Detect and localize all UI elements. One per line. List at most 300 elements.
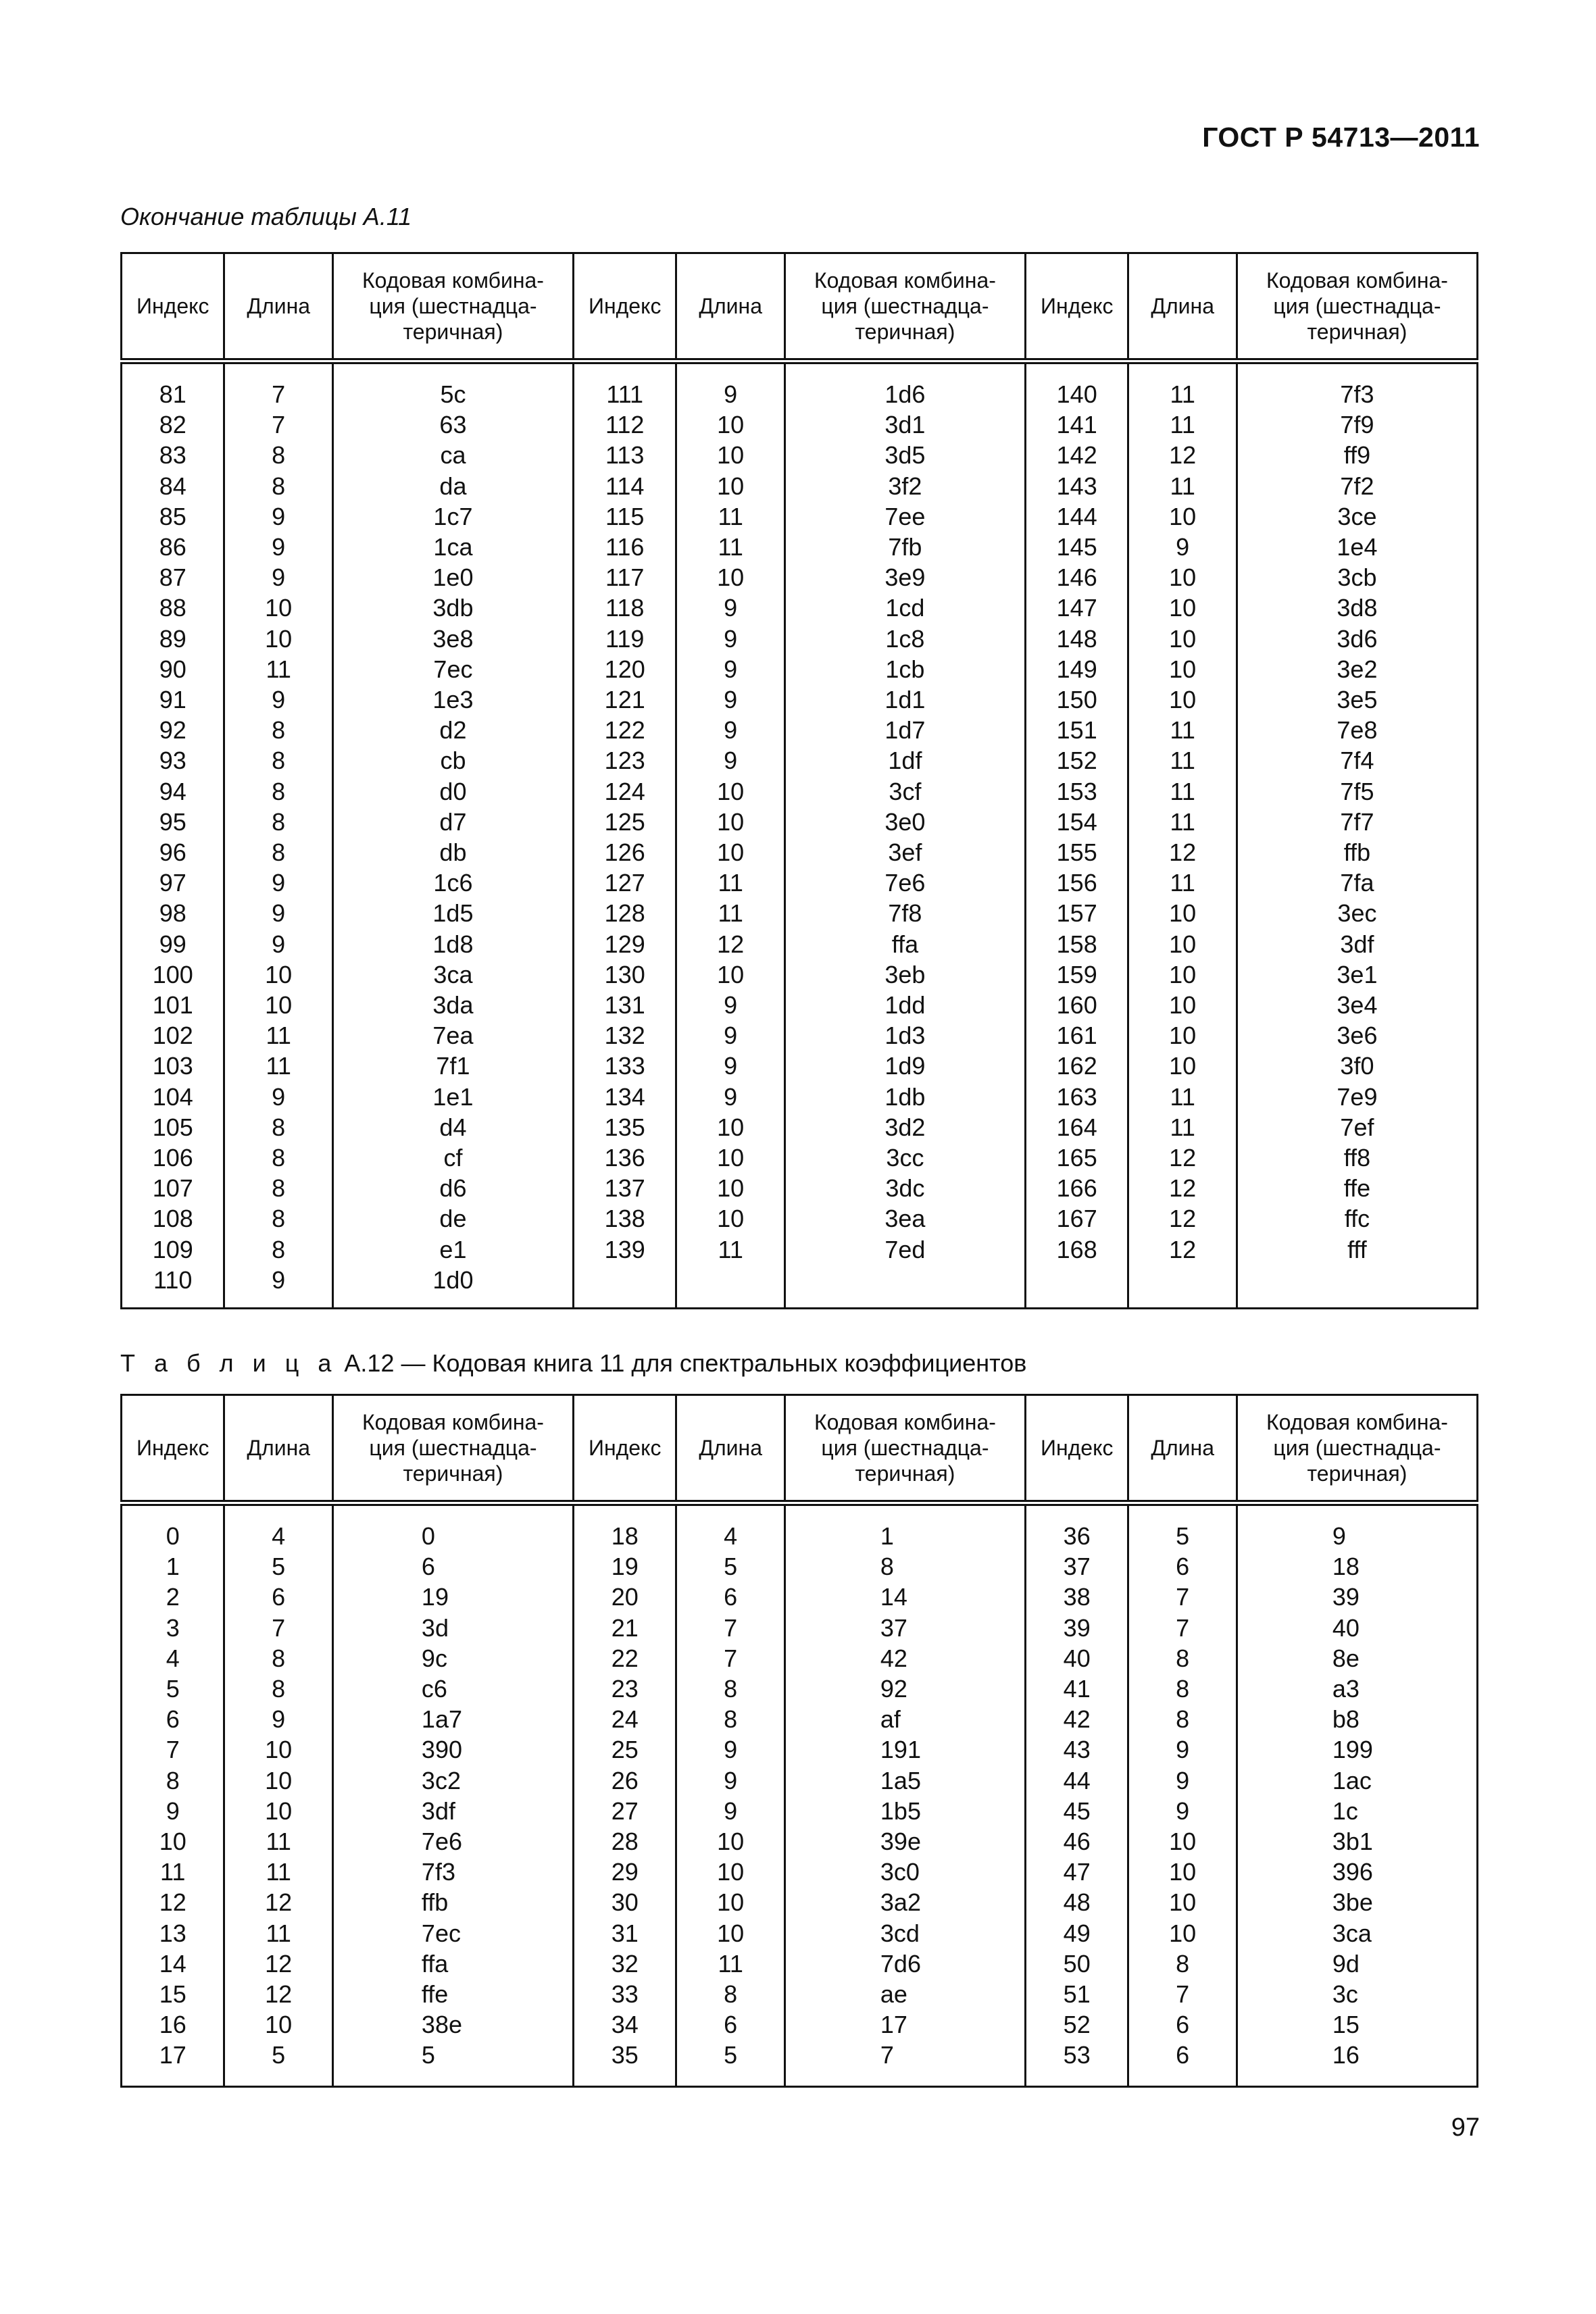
cell-length: 11 <box>1128 807 1237 837</box>
cell-code: 7f9 <box>1237 409 1477 440</box>
cell-index <box>573 1265 676 1295</box>
cell-code: 3e1 <box>1237 959 1477 990</box>
cell-index: 135 <box>573 1112 676 1142</box>
cell-index: 4 <box>122 1643 224 1674</box>
cell-length: 8 <box>224 776 332 807</box>
cell-code: 1c6 <box>332 867 573 898</box>
cell-code: 1d9 <box>784 1051 1025 1081</box>
cell-index: 11 <box>122 1857 224 1887</box>
cell-length: 10 <box>1128 1857 1237 1887</box>
cell-index: 44 <box>1025 1765 1128 1796</box>
cell-code: 3df <box>332 1796 573 1826</box>
table-row <box>122 990 1478 1020</box>
cell-length: 7 <box>224 1613 332 1643</box>
cell-length: 9 <box>676 745 784 776</box>
cell-index: 22 <box>573 1643 676 1674</box>
cell-code: 3cc <box>784 1142 1025 1173</box>
header-length: Длина <box>224 253 332 361</box>
cell-index: 10 <box>122 1826 224 1857</box>
cell-index: 6 <box>122 1704 224 1734</box>
table-row <box>122 1704 1478 1734</box>
cell-code: 3ec <box>1237 898 1477 928</box>
cell-index: 27 <box>573 1796 676 1826</box>
table-row <box>122 1051 1478 1081</box>
cell-length <box>1128 1265 1237 1295</box>
cell-code: 3d2 <box>784 1112 1025 1142</box>
header-index: Индекс <box>122 1395 224 1503</box>
cell-length: 5 <box>676 1551 784 1582</box>
cell-code: cf <box>332 1142 573 1173</box>
cell-length: 8 <box>224 807 332 837</box>
cell-index: 47 <box>1025 1857 1128 1887</box>
table-row <box>122 1203 1478 1234</box>
cell-length: 10 <box>1128 990 1237 1020</box>
cell-length: 8 <box>224 440 332 470</box>
cell-index: 1 <box>122 1551 224 1582</box>
cell-index: 158 <box>1025 929 1128 959</box>
cell-code: 1a5 <box>784 1765 1025 1796</box>
cell-length: 11 <box>676 1234 784 1265</box>
cell-length: 10 <box>676 1887 784 1917</box>
cell-length: 12 <box>1128 1142 1237 1173</box>
cell-length: 9 <box>224 1265 332 1295</box>
cell-index: 133 <box>573 1051 676 1081</box>
cell-code: 7e8 <box>1237 715 1477 745</box>
cell-code: 3e5 <box>1237 684 1477 715</box>
cell-index: 165 <box>1025 1142 1128 1173</box>
page-number: 97 <box>1451 2113 1480 2142</box>
cell-index: 127 <box>573 867 676 898</box>
table-row <box>122 1082 1478 1112</box>
cell-index: 46 <box>1025 1826 1128 1857</box>
cell-code: db <box>332 837 573 867</box>
cell-length: 9 <box>676 624 784 654</box>
cell-length: 10 <box>1128 898 1237 928</box>
cell-length: 10 <box>224 624 332 654</box>
cell-code: 39e <box>784 1826 1025 1857</box>
cell-index: 152 <box>1025 745 1128 776</box>
cell-index: 3 <box>122 1613 224 1643</box>
cell-length: 12 <box>1128 1234 1237 1265</box>
cell-code: 63 <box>332 409 573 440</box>
cell-code: 37 <box>784 1613 1025 1643</box>
cell-index: 35 <box>573 2040 676 2070</box>
cell-length: 12 <box>1128 1203 1237 1234</box>
cell-code: 199 <box>1237 1734 1477 1765</box>
cell-length: 10 <box>1128 562 1237 593</box>
cell-length: 9 <box>676 1082 784 1112</box>
cell-length: 8 <box>224 1674 332 1704</box>
cell-length: 10 <box>1128 624 1237 654</box>
cell-index: 95 <box>122 807 224 837</box>
cell-length: 10 <box>224 1765 332 1796</box>
cell-code: 1d0 <box>332 1265 573 1295</box>
cell-index: 128 <box>573 898 676 928</box>
table-row <box>122 1674 1478 1704</box>
cell-length: 8 <box>224 1142 332 1173</box>
cell-index: 114 <box>573 471 676 501</box>
cell-code: 191 <box>784 1734 1025 1765</box>
table-row <box>122 1887 1478 1917</box>
cell-code: 3e2 <box>1237 654 1477 684</box>
cell-index: 103 <box>122 1051 224 1081</box>
cell-length: 7 <box>676 1613 784 1643</box>
cell-length: 10 <box>224 990 332 1020</box>
cell-code: 1df <box>784 745 1025 776</box>
cell-length: 10 <box>1128 593 1237 623</box>
cell-length: 8 <box>676 1979 784 2009</box>
cell-index: 82 <box>122 409 224 440</box>
cell-index: 151 <box>1025 715 1128 745</box>
table-row <box>122 2040 1478 2070</box>
cell-length: 9 <box>224 562 332 593</box>
cell-code: 1e0 <box>332 562 573 593</box>
cell-length: 12 <box>676 929 784 959</box>
cell-code: a3 <box>1237 1674 1477 1704</box>
cell-code: 1e3 <box>332 684 573 715</box>
cell-code: ffa <box>332 1948 573 1979</box>
cell-code: 7fa <box>1237 867 1477 898</box>
cell-code: 19 <box>332 1582 573 1612</box>
cell-index: 53 <box>1025 2040 1128 2070</box>
table-row <box>122 1020 1478 1051</box>
cell-length: 4 <box>676 1521 784 1551</box>
cell-code: 3f0 <box>1237 1051 1477 1081</box>
header-code: Кодовая комбина- ция (шестнадца- теричная) <box>332 253 573 361</box>
cell-length: 9 <box>676 593 784 623</box>
cell-length: 12 <box>1128 837 1237 867</box>
cell-code: 14 <box>784 1582 1025 1612</box>
cell-index: 148 <box>1025 624 1128 654</box>
cell-code: 3cd <box>784 1918 1025 1948</box>
cell-code: 3cb <box>1237 562 1477 593</box>
cell-code: 3cf <box>784 776 1025 807</box>
cell-index: 29 <box>573 1857 676 1887</box>
cell-code: 3a2 <box>784 1887 1025 1917</box>
cell-length: 10 <box>1128 684 1237 715</box>
cell-code: 1dd <box>784 990 1025 1020</box>
header-length: Длина <box>1128 253 1237 361</box>
cell-code: 1cb <box>784 654 1025 684</box>
cell-length: 9 <box>676 990 784 1020</box>
cell-code: 8e <box>1237 1643 1477 1674</box>
cell-code: 7f8 <box>784 898 1025 928</box>
cell-index: 140 <box>1025 379 1128 409</box>
cell-length: 9 <box>224 929 332 959</box>
cell-length: 11 <box>676 867 784 898</box>
cell-code: 1c7 <box>332 501 573 532</box>
cell-index: 50 <box>1025 1948 1128 1979</box>
table-row <box>122 837 1478 867</box>
cell-length: 10 <box>1128 501 1237 532</box>
cell-index: 28 <box>573 1826 676 1857</box>
table-row <box>122 1234 1478 1265</box>
cell-code: ffb <box>332 1887 573 1917</box>
cell-length: 12 <box>224 1887 332 1917</box>
cell-length: 10 <box>1128 1051 1237 1081</box>
cell-code: ffa <box>784 929 1025 959</box>
cell-index: 147 <box>1025 593 1128 623</box>
cell-length: 8 <box>224 745 332 776</box>
cell-length: 9 <box>1128 1796 1237 1826</box>
cell-length: 7 <box>1128 1613 1237 1643</box>
cell-length: 7 <box>1128 1582 1237 1612</box>
cell-index: 0 <box>122 1521 224 1551</box>
table-a11-continuation-caption: Окончание таблицы А.11 <box>120 203 412 230</box>
cell-code: ffc <box>1237 1203 1477 1234</box>
cell-index: 129 <box>573 929 676 959</box>
cell-length: 7 <box>1128 1979 1237 2009</box>
cell-index: 33 <box>573 1979 676 2009</box>
cell-index: 159 <box>1025 959 1128 990</box>
cell-code: 1d5 <box>332 898 573 928</box>
cell-index: 85 <box>122 501 224 532</box>
cell-index: 13 <box>122 1918 224 1948</box>
cell-length: 10 <box>676 1203 784 1234</box>
cell-index: 88 <box>122 593 224 623</box>
cell-length: 6 <box>1128 2040 1237 2070</box>
cell-length: 11 <box>1128 776 1237 807</box>
cell-length: 9 <box>224 1704 332 1734</box>
header-length: Длина <box>1128 1395 1237 1503</box>
cell-index: 20 <box>573 1582 676 1612</box>
cell-index: 90 <box>122 654 224 684</box>
cell-length: 10 <box>676 959 784 990</box>
cell-index: 153 <box>1025 776 1128 807</box>
cell-code: fff <box>1237 1234 1477 1265</box>
cell-length: 11 <box>676 898 784 928</box>
cell-code: 7e6 <box>784 867 1025 898</box>
cell-index: 81 <box>122 379 224 409</box>
table-row <box>122 684 1478 715</box>
cell-code: 9d <box>1237 1948 1477 1979</box>
cell-code: 6 <box>332 1551 573 1582</box>
cell-index: 109 <box>122 1234 224 1265</box>
cell-index: 142 <box>1025 440 1128 470</box>
cell-index: 51 <box>1025 1979 1128 2009</box>
cell-length: 12 <box>1128 440 1237 470</box>
cell-index: 7 <box>122 1734 224 1765</box>
cell-length: 10 <box>1128 1020 1237 1051</box>
cell-index: 136 <box>573 1142 676 1173</box>
cell-length: 9 <box>1128 532 1237 562</box>
cell-length: 6 <box>676 2009 784 2040</box>
cell-index: 98 <box>122 898 224 928</box>
table-row <box>122 1142 1478 1173</box>
cell-code <box>784 1265 1025 1295</box>
cell-code: 3ca <box>332 959 573 990</box>
cell-index: 21 <box>573 1613 676 1643</box>
cell-code: 7f3 <box>1237 379 1477 409</box>
header-index: Индекс <box>122 253 224 361</box>
cell-index: 117 <box>573 562 676 593</box>
cell-length: 11 <box>1128 867 1237 898</box>
cell-length: 11 <box>224 654 332 684</box>
cell-length: 8 <box>1128 1948 1237 1979</box>
cell-length: 11 <box>224 1918 332 1948</box>
cell-index: 105 <box>122 1112 224 1142</box>
cell-length: 9 <box>676 1734 784 1765</box>
cell-index: 12 <box>122 1887 224 1917</box>
cell-code: 42 <box>784 1643 1025 1674</box>
cell-code: 1db <box>784 1082 1025 1112</box>
cell-index: 120 <box>573 654 676 684</box>
cell-length: 9 <box>224 684 332 715</box>
cell-index: 18 <box>573 1521 676 1551</box>
cell-length: 9 <box>224 898 332 928</box>
cell-length: 12 <box>1128 1173 1237 1203</box>
cell-index: 91 <box>122 684 224 715</box>
cell-index: 116 <box>573 532 676 562</box>
cell-code: ffe <box>332 1979 573 2009</box>
cell-index: 15 <box>122 1979 224 2009</box>
cell-index: 5 <box>122 1674 224 1704</box>
cell-code: d4 <box>332 1112 573 1142</box>
cell-index: 156 <box>1025 867 1128 898</box>
cell-length: 10 <box>1128 1887 1237 1917</box>
cell-index: 9 <box>122 1796 224 1826</box>
cell-length: 11 <box>1128 471 1237 501</box>
header-code: Кодовая комбина- ция (шестнадца- теричная) <box>784 1395 1025 1503</box>
cell-code: 7e6 <box>332 1826 573 1857</box>
cell-length: 9 <box>224 1082 332 1112</box>
cell-code: b8 <box>1237 1704 1477 1734</box>
table-row <box>122 1796 1478 1826</box>
cell-code: 7e9 <box>1237 1082 1477 1112</box>
cell-length: 6 <box>676 1582 784 1612</box>
cell-code: 7ed <box>784 1234 1025 1265</box>
cell-code: 3df <box>1237 929 1477 959</box>
cell-code: e1 <box>332 1234 573 1265</box>
cell-index: 143 <box>1025 471 1128 501</box>
cell-length: 10 <box>676 471 784 501</box>
cell-length: 9 <box>1128 1765 1237 1796</box>
cell-length: 5 <box>224 2040 332 2070</box>
cell-index: 107 <box>122 1173 224 1203</box>
cell-length: 11 <box>676 501 784 532</box>
cell-length: 9 <box>676 715 784 745</box>
cell-index: 119 <box>573 624 676 654</box>
cell-length: 8 <box>1128 1704 1237 1734</box>
cell-code: 38e <box>332 2009 573 2040</box>
cell-index: 92 <box>122 715 224 745</box>
table-row <box>122 532 1478 562</box>
header-length: Длина <box>676 253 784 361</box>
cell-index: 100 <box>122 959 224 990</box>
cell-code: 39 <box>1237 1582 1477 1612</box>
cell-code: 3e4 <box>1237 990 1477 1020</box>
cell-index: 101 <box>122 990 224 1020</box>
table-row <box>122 867 1478 898</box>
table-row <box>122 1826 1478 1857</box>
cell-code: 3da <box>332 990 573 1020</box>
cell-code: 3e8 <box>332 624 573 654</box>
table-a11 <box>120 252 1478 1309</box>
cell-index: 108 <box>122 1203 224 1234</box>
cell-code: 3e0 <box>784 807 1025 837</box>
cell-code: 7ef <box>1237 1112 1477 1142</box>
cell-code: 7ec <box>332 1918 573 1948</box>
cell-index: 99 <box>122 929 224 959</box>
header-length: Длина <box>676 1395 784 1503</box>
cell-code: 1c8 <box>784 624 1025 654</box>
cell-length: 9 <box>676 1765 784 1796</box>
cell-index: 37 <box>1025 1551 1128 1582</box>
cell-length: 6 <box>224 1582 332 1612</box>
cell-length: 7 <box>676 1643 784 1674</box>
cell-length: 9 <box>676 654 784 684</box>
cell-index: 155 <box>1025 837 1128 867</box>
cell-index: 141 <box>1025 409 1128 440</box>
cell-length: 8 <box>676 1704 784 1734</box>
cell-length: 8 <box>224 1112 332 1142</box>
cell-code: d7 <box>332 807 573 837</box>
cell-code: 7f1 <box>332 1051 573 1081</box>
cell-length: 9 <box>676 379 784 409</box>
cell-length: 10 <box>1128 654 1237 684</box>
cell-index: 110 <box>122 1265 224 1295</box>
cell-index: 146 <box>1025 562 1128 593</box>
cell-code: d0 <box>332 776 573 807</box>
table-a12-caption-label: Т а б л и ц а <box>120 1349 338 1377</box>
table-row <box>122 1582 1478 1612</box>
cell-index: 145 <box>1025 532 1128 562</box>
cell-index: 86 <box>122 532 224 562</box>
cell-code: 3be <box>1237 1887 1477 1917</box>
cell-index: 2 <box>122 1582 224 1612</box>
cell-code: 3c0 <box>784 1857 1025 1887</box>
cell-index: 122 <box>573 715 676 745</box>
cell-length: 8 <box>676 1674 784 1704</box>
cell-code: 1ca <box>332 532 573 562</box>
cell-index: 104 <box>122 1082 224 1112</box>
cell-index: 168 <box>1025 1234 1128 1265</box>
cell-code: 3eb <box>784 959 1025 990</box>
cell-length: 5 <box>1128 1521 1237 1551</box>
table-row <box>122 1643 1478 1674</box>
cell-index: 164 <box>1025 1112 1128 1142</box>
cell-index: 14 <box>122 1948 224 1979</box>
cell-index: 154 <box>1025 807 1128 837</box>
table-row <box>122 929 1478 959</box>
cell-index: 111 <box>573 379 676 409</box>
cell-code: 92 <box>784 1674 1025 1704</box>
cell-code: 9c <box>332 1643 573 1674</box>
cell-code: ff8 <box>1237 1142 1477 1173</box>
cell-length: 12 <box>224 1948 332 1979</box>
cell-length: 10 <box>1128 959 1237 990</box>
cell-code: 5 <box>332 2040 573 2070</box>
cell-index: 166 <box>1025 1173 1128 1203</box>
cell-index: 45 <box>1025 1796 1128 1826</box>
cell-code: 7fb <box>784 532 1025 562</box>
cell-index: 32 <box>573 1948 676 1979</box>
cell-index: 118 <box>573 593 676 623</box>
cell-index: 41 <box>1025 1674 1128 1704</box>
cell-index: 34 <box>573 2009 676 2040</box>
cell-length: 5 <box>224 1551 332 1582</box>
cell-length: 10 <box>676 1857 784 1887</box>
cell-length: 10 <box>1128 1826 1237 1857</box>
cell-index: 139 <box>573 1234 676 1265</box>
cell-index: 132 <box>573 1020 676 1051</box>
table-a12-caption-text: А.12 — Кодовая книга 11 для спектральных коэффициентов <box>337 1349 1027 1377</box>
cell-length: 10 <box>676 1918 784 1948</box>
cell-code: 5c <box>332 379 573 409</box>
cell-code: 40 <box>1237 1613 1477 1643</box>
cell-index: 26 <box>573 1765 676 1796</box>
cell-index: 48 <box>1025 1887 1128 1917</box>
